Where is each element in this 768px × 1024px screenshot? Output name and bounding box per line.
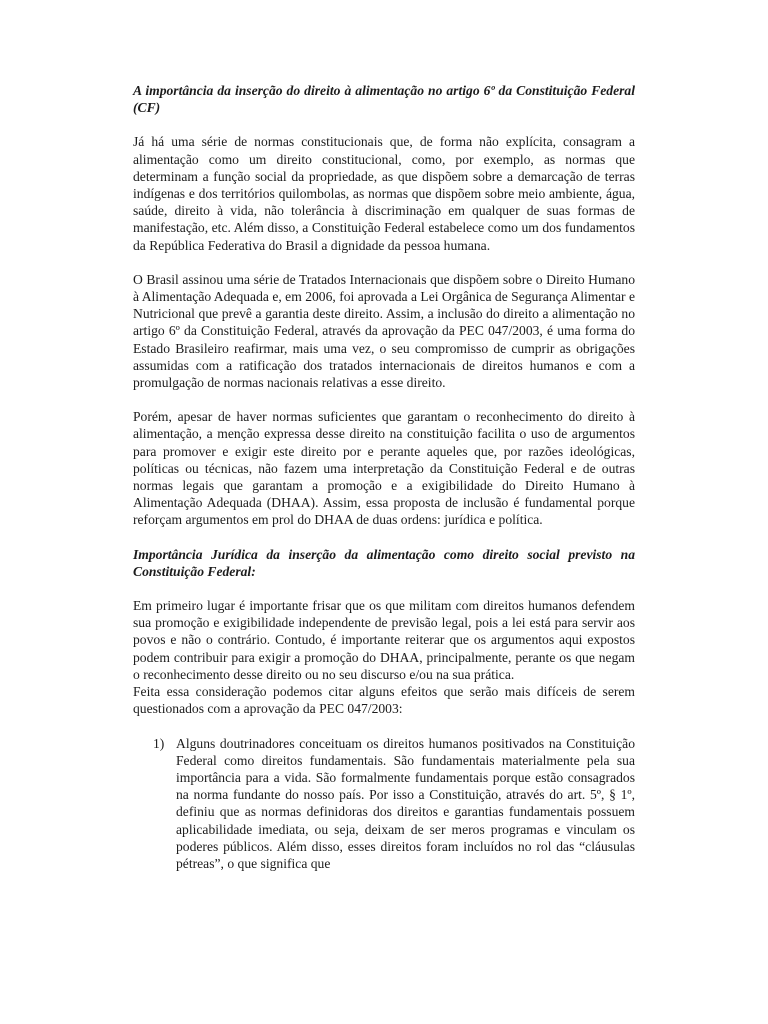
paragraph-primeiro-lugar: Em primeiro lugar é importante frisar que os que militam com direitos humanos defendem sua promoção e exigibilidade independente de previsão legal, pois a lei está para servir aos povos e não o contrário. Contudo, é importante reiterar que os argumentos aqui expostos podem contribuir para exigir a promoção do DHAA, principalmente, perante os que negam o reconhecimento desse direito ou no seu discurso e/ou na sua prática. <box>133 598 635 682</box>
spacer <box>133 580 635 597</box>
list-item-marker: 1) <box>153 735 165 751</box>
section-heading-importancia-juridica: Importância Jurídica da inserção da alimentação como direito social previsto na Constituição Federal: <box>133 546 635 579</box>
spacer <box>133 391 635 408</box>
spacer <box>133 254 635 271</box>
paragraph-normas-constitucionais: Já há uma série de normas constitucionais que, de forma não explícita, consagram a alimentação como um direito constitucional, como, por exemplo, as normas que determinam a função social da propriedade, as que dispõem sobre a demarcação de terras indígenas e dos territórios quilombolas, as normas que dispõem sobre meio ambiente, água, saúde, direito à vida, não tolerância à discriminação em qualquer de suas formas de manifestação, etc. Além disso, a Constituição Federal estabelece como um dos fundamentos da República Federativa do Brasil a dignidade da pessoa humana. <box>133 134 635 253</box>
paragraph-mencao-expressa: Porém, apesar de haver normas suficientes que garantam o reconhecimento do direito à alimentação, a menção expressa desse direito na constituição facilita o uso de argumentos para promover e exigir este direito por e perante aqueles que, por razões ideológicas, políticas ou técnicas, não fazem uma interpretação da Constituição Federal e de outras normas legais que garantam a promoção e a exigibilidade do Direito Humano à Alimentação Adequada (DHAA). Assim, essa proposta de inclusão é fundamental porque reforçam argumentos em prol do DHAA de duas ordens: jurídica e política. <box>133 409 635 528</box>
spacer <box>133 116 635 133</box>
list-item-text: Alguns doutrinadores conceituam os direitos humanos positivados na Constituição Federal como direitos fundamentais. São fundamentais materialmente pela sua importância para a vida. São formalmente fundamentais porque estão consagrados na norma fundante do nosso país. Por isso a Constituição, através do art. 5º, § 1º, definiu que as normas definidoras dos direitos e garantias fundamentais possuem aplicabilidade imediata, ou seja, deixam de ser meros programas e vinculam os poderes públicos. Além disso, esses direitos foram incluídos no rol das “cláusulas pétreas”, o que significa que <box>176 735 635 871</box>
document-page <box>133 82 635 872</box>
paragraph-consideracao: Feita essa consideração podemos citar alguns efeitos que serão mais difíceis de serem questionados com a aprovação da PEC 047/2003: <box>133 684 635 717</box>
spacer <box>133 718 635 735</box>
spacer <box>133 529 635 546</box>
effects-list <box>133 735 635 873</box>
section-heading-cf: A importância da inserção do direito à alimentação no artigo 6º da Constituição Federal (CF) <box>133 83 635 116</box>
paragraph-tratados-internacionais: O Brasil assinou uma série de Tratados Internacionais que dispõem sobre o Direito Humano à Alimentação Adequada e, em 2006, foi aprovada a Lei Orgânica de Segurança Alimentar e Nutricional que prevê a garantia deste direito. Assim, a inclusão do direito a alimentação no artigo 6º da Constituição Federal, através da aprovação da PEC 047/2003, é uma forma do Estado Brasileiro reafirmar, mais uma vez, o seu compromisso de cumprir as obrigações assumidas com a ratificação dos tratados internacionais de direitos humanos e com a promulgação de normas nacionais relativas a esse direito. <box>133 271 635 391</box>
list-item <box>133 735 635 873</box>
